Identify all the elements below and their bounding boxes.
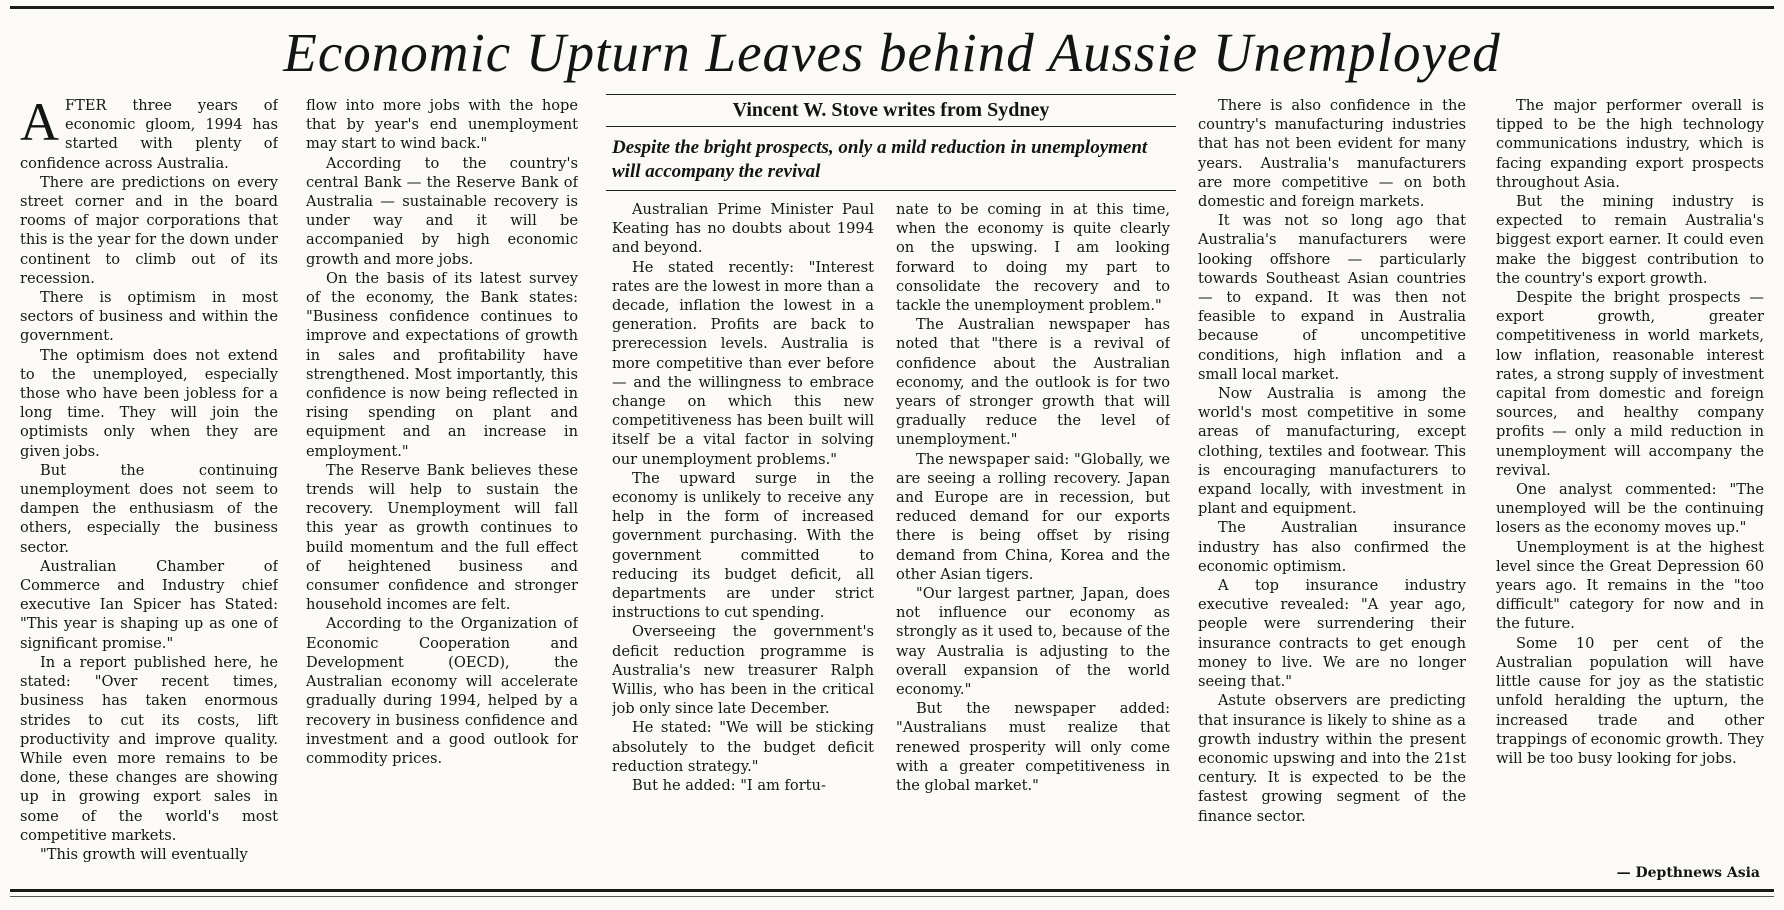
column-6-paragraph-1: The major performer overall is tipped to be the high technology communications industry, which is facing expanding export prospects throughout Asia. [1496, 97, 1764, 191]
drop-cap: A [20, 96, 59, 152]
column-4-paragraph-2: The Australian newspaper has noted that "there is a revival of confidence about the Australian economy, and the outlook is for two years of stronger growth that will gradually reduce the level of unemployment." [896, 316, 1170, 449]
column-1-paragraph-8: "This growth will eventually [40, 845, 248, 863]
column-1-paragraph-2: There are predictions on every street corner and in the board rooms of major corporations that this is the year for the down under continent to climb out of its recession. [20, 173, 278, 287]
column-2-paragraph-3: On the basis of its latest survey of the economy, the Bank states: "Business confidence continues to improve and expectations of growth in sales and profitability have strengthened. Most importantly, this confidence is now being reflected in rising spending on plant and equipment and an increase in employment." [306, 269, 578, 460]
column-6-paragraph-5: Unemployment is at the highest level since the Great Depression 60 years ago. It remains in the "too difficult" category for now and in the future. [1496, 538, 1764, 633]
byline-bottom-rule [606, 126, 1176, 127]
column-4-paragraph-3: The newspaper said: "Globally, we are seeing a rolling recovery. Japan and Europe are in recession, but reduced demand for our exports there is being offset by rising demand from China, Korea and the other Asian tigers. [896, 450, 1170, 583]
column-6-paragraph-2: But the mining industry is expected to remain Australia's biggest export earner. It could even make the biggest contribution to the country's export growth. [1496, 193, 1764, 287]
column-4-paragraph-4: "Our largest partner, Japan, does not influence our economy as strongly as it used to, because of the way Australia is adjusting to the overall expansion of the world economy." [896, 585, 1170, 699]
column-2-paragraph-4: The Reserve Bank believes these trends will help to sustain the recovery. Unemployment will fall this year as growth continues to build momentum and the full effect of heightened business and consumer confidence and stronger household incomes are felt. [306, 461, 578, 614]
column-4-paragraph-5: But the newspaper added: "Australians must realize that renewed prosperity will only come with a greater competitiveness in the global market." [896, 700, 1170, 795]
column-5 [1198, 96, 1466, 886]
column-1-paragraph-6: Australian Chamber of Commerce and Industry chief executive Ian Spicer has Stated: "This year is shaping up as one of significant promise." [20, 557, 278, 652]
column-1-paragraph-7: In a report published here, he stated: "Over recent times, business has taken enormous strides to cut its costs, lift productivity and improve quality. While even more remains to be done, these changes are showing up in growing export sales in some of the world's most competitive markets. [20, 653, 278, 844]
column-3-paragraph-5: He stated: "We will be sticking absolutely to the budget deficit reduction strategy." [612, 719, 874, 775]
bottom-rule-thin [10, 896, 1774, 897]
column-2 [306, 96, 578, 886]
column-3 [612, 200, 874, 886]
byline: Vincent W. Stove writes from Sydney [732, 99, 1050, 121]
bottom-rule [10, 889, 1774, 892]
column-2-paragraph-1: flow into more jobs with the hope that by year's end unemployment may start to wind back." [306, 97, 578, 153]
source-attribution: — Depthnews Asia [1616, 865, 1760, 881]
column-5-paragraph-6: Astute observers are predicting that insurance is likely to shine as a growth industry within the present economic upswing and into the 21st century. It is expected to be the fastest growing segment of the finance sector. [1198, 692, 1466, 825]
headline: Economic Upturn Leaves behind Aussie Unemployed [283, 22, 1501, 83]
column-3-paragraph-3: The upward surge in the economy is unlikely to receive any help in the form of increased government purchasing. With the government committed to reducing its budget deficit, all departments are under strict instructions to cut spending. [612, 469, 874, 622]
column-6-paragraph-6: Some 10 per cent of the Australian population will have little cause for joy as the statistic unfold heralding the upturn, the increased trade and other trappings of economic growth. They will be too busy looking for jobs. [1496, 634, 1764, 767]
top-rule [10, 6, 1774, 9]
column-6-paragraph-3: Despite the bright prospects — export growth, greater competitiveness in world markets, low inflation, reasonable interest rates, a strong supply of investment capital from domestic and foreign sources, and healthy company profits — only a mild reduction in unemployment will accompany the revival. [1496, 289, 1764, 479]
column-3-paragraph-4: Overseeing the government's deficit reduction programme is Australia's new treasurer Ralph Willis, who has been in the critical job only since late December. [612, 623, 874, 718]
deck-subheadline: Despite the bright prospects, only a mild reduction in unemployment will accompany the revival [612, 137, 1148, 182]
column-5-paragraph-1: There is also confidence in the country's manufacturing industries that has not been evident for many years. Australia's manufacturers are more competitive — on both domestic and foreign markets. [1198, 97, 1466, 211]
column-1-paragraph-4: The optimism does not extend to the unemployed, especially those who have been jobless for a long time. They will join the optimists only when they are given jobs. [20, 346, 278, 460]
column-1-paragraph-3: There is optimism in most sectors of business and within the government. [20, 289, 278, 345]
column-4 [896, 200, 1170, 886]
column-5-paragraph-5: A top insurance industry executive revealed: "A year ago, people were surrendering their insurance contracts to get enough money to live. We are no longer seeing that." [1198, 577, 1466, 691]
column-4-paragraph-1: nate to be coming in at this time, when the economy is quite clearly on the upswing. I am looking forward to doing my part to consolidate the recovery and to tackle the unemployment problem." [896, 201, 1170, 315]
column-5-paragraph-2: It was not so long ago that Australia's manufacturers were looking offshore — particularly towards Southeast Asian countries — to expand. It was then not feasible to expand in Australia because of uncompetitive conditions, high inflation and a small local market. [1198, 212, 1466, 383]
column-6 [1496, 96, 1764, 862]
column-2-paragraph-2: According to the country's central Bank — the Reserve Bank of Australia — sustainable recovery is under way and it will be accompanied by high economic growth and more jobs. [306, 154, 578, 268]
column-1-paragraph-5: But the continuing unemployment does not seem to dampen the enthusiasm of the others, especially the business sector. [20, 461, 278, 556]
column-1-paragraph-1: AFTER three years of economic gloom, 1994 has started with plenty of confidence across Australia. [20, 96, 278, 172]
column-1 [20, 96, 278, 886]
column-3-paragraph-2: He stated recently: "Interest rates are the lowest in more than a decade, inflation the lowest in a generation. Profits are back to prerecession levels. Australia is more competitive than ever before — and the willingness to embrace change on which this new competitiveness has been built will itself be a vital factor in solving our unemployment problems." [612, 258, 874, 468]
byline-top-rule [606, 94, 1176, 95]
column-3-paragraph-6: But he added: "I am fortu- [632, 777, 826, 795]
column-5-paragraph-4: The Australian insurance industry has also confirmed the economic optimism. [1198, 519, 1466, 575]
column-5-paragraph-3: Now Australia is among the world's most competitive in some areas of manufacturing, except clothing, textiles and footwear. This is encouraging manufacturers to expand locally, with investment in plant and equipment. [1198, 385, 1466, 518]
column-6-paragraph-4: One analyst commented: "The unemployed will be the continuing losers as the economy moves up." [1496, 481, 1764, 537]
column-2-paragraph-5: According to the Organization of Economic Cooperation and Development (OECD), the Australian economy will accelerate gradually during 1994, helped by a recovery in business confidence and investment and a good outlook for commodity prices. [306, 615, 578, 767]
deck-bottom-rule [606, 190, 1176, 191]
column-3-paragraph-1: Australian Prime Minister Paul Keating has no doubts about 1994 and beyond. [612, 201, 874, 257]
